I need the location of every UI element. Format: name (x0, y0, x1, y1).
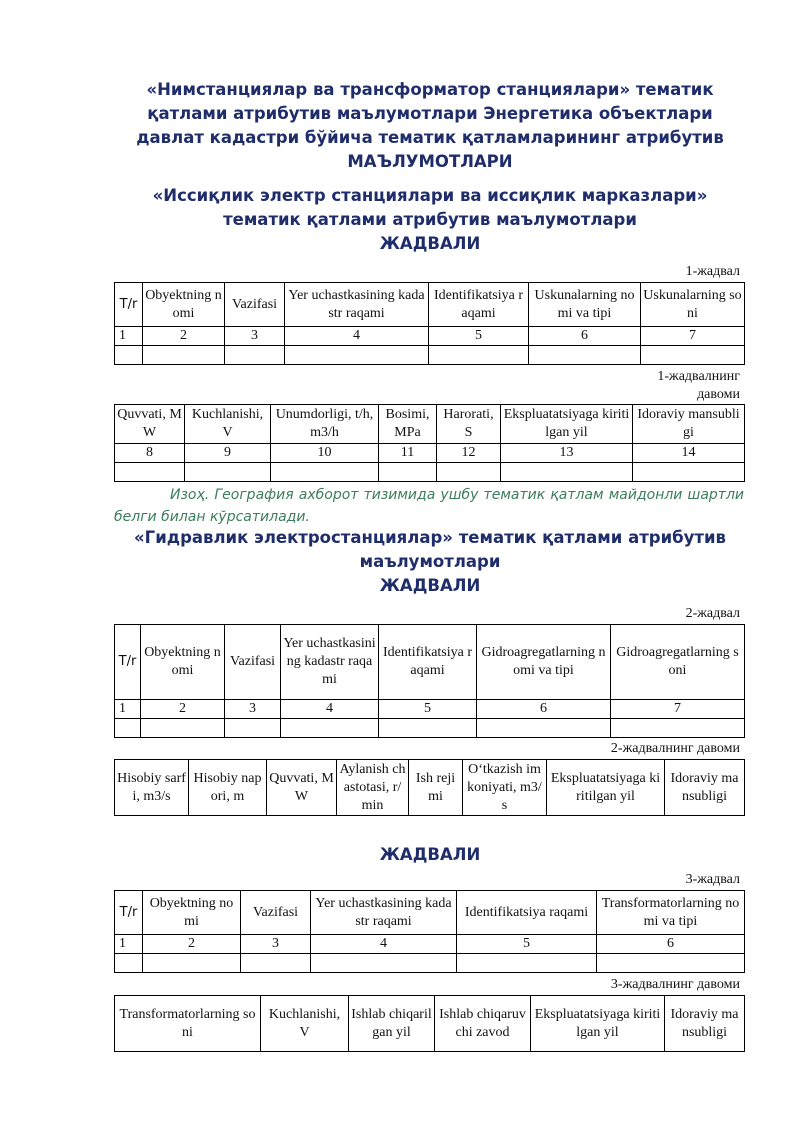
table-header-cell: Harorati, S (437, 405, 501, 444)
table-number-cell: 11 (379, 444, 437, 463)
table-empty-cell (143, 346, 225, 365)
table-header-cell: Obyektning nomi (141, 625, 225, 700)
table1-label: 1-жадвал (685, 264, 740, 279)
table-empty-cell (281, 719, 379, 738)
table-empty-cell (115, 346, 143, 365)
table-empty-cell (115, 463, 185, 482)
table-number-cell: 6 (477, 700, 611, 719)
table-empty-cell (429, 346, 529, 365)
section1-heading-line: «Иссиқлик электр станциялари ва иссиқлик марказлари» (152, 186, 708, 205)
table3-label: 3-жадвал (685, 872, 740, 887)
section2-heading-line: ЖАДВАЛИ (379, 576, 481, 595)
table-header-cell: Kuchlanishi, V (185, 405, 271, 444)
table-empty-cell (437, 463, 501, 482)
table-empty-cell (241, 954, 311, 973)
table-number-cell: 4 (311, 935, 457, 954)
table1-empty-row (115, 346, 745, 365)
table2-header-row (115, 625, 745, 700)
table-header-cell: Vazifasi (225, 625, 281, 700)
table2-cont-label: 2-жадвалнинг давоми (610, 741, 740, 756)
table2-cont-header-row (115, 760, 745, 816)
table-number-cell: 6 (597, 935, 745, 954)
table-header-cell: Identifikatsiya raqami (379, 625, 477, 700)
table-header-cell: Idoraviy mansubligi (665, 996, 745, 1052)
table-number-cell: 10 (271, 444, 379, 463)
table1-number-row (115, 327, 745, 346)
table-number-cell: 5 (429, 327, 529, 346)
table-header-cell: Ekspluatatsiyaga kiritilgan yil (547, 760, 665, 816)
note-text: Изоҳ. География ахборот тизимида ушбу тематик қатлам майдонли шартли белги билан кўрсатилади. (114, 487, 744, 525)
table-empty-cell (143, 954, 241, 973)
table-empty-cell (271, 463, 379, 482)
table-number-cell: 5 (457, 935, 597, 954)
table-empty-cell (379, 463, 437, 482)
table1-cont-label (560, 368, 740, 404)
table3-number-row (115, 935, 745, 954)
table-header-cell: Yer uchastkasining kadastr raqami (285, 283, 429, 327)
table-number-cell: 1 (115, 327, 143, 346)
table-number-cell: 7 (611, 700, 745, 719)
table-header-cell: Ish rejimi (409, 760, 463, 816)
table-empty-cell (477, 719, 611, 738)
table-header-cell: Ishlab chiqarilgan yil (349, 996, 435, 1052)
table3-header-row (115, 891, 745, 935)
table-empty-cell (141, 719, 225, 738)
table3-cont-label: 3-жадвалнинг давоми (610, 977, 740, 992)
main-heading-line: «Нимстанциялар ва трансформатор станциялари» тематик (146, 80, 714, 99)
table-empty-cell (115, 954, 143, 973)
table-header-cell: Vazifasi (225, 283, 285, 327)
table-empty-cell (457, 954, 597, 973)
table-header-cell: Quvvati, MW (267, 760, 337, 816)
table-number-cell: 5 (379, 700, 477, 719)
table3 (114, 890, 745, 973)
table-header-cell: Uskunalarning soni (641, 283, 745, 327)
table-number-cell: 12 (437, 444, 501, 463)
table-empty-cell (529, 346, 641, 365)
table1-continuation (114, 404, 745, 482)
table-number-cell: 4 (285, 327, 429, 346)
table1-cont-label-line: 1-жадвалнинг (657, 369, 740, 384)
table2-number-row (115, 700, 745, 719)
table3-empty-row (115, 954, 745, 973)
table-header-cell: Kuchlanishi, V (261, 996, 349, 1052)
table2 (114, 624, 745, 738)
table-number-cell: 14 (633, 444, 745, 463)
table-empty-cell (501, 463, 633, 482)
table-header-cell: O‘tkazish imkoniyati, m3/s (463, 760, 547, 816)
table-header-cell: Ishlab chiqaruvchi zavod (435, 996, 531, 1052)
table-header-cell: Identifikatsiya raqami (429, 283, 529, 327)
table-header-cell: Quvvati, MW (115, 405, 185, 444)
table-empty-cell (311, 954, 457, 973)
table3-cont-header-row (115, 996, 745, 1052)
section2-heading (100, 526, 760, 598)
main-heading-line: давлат кадастри бўйича тематик қатламларининг атрибутив (136, 128, 724, 147)
table-number-cell: 1 (115, 935, 143, 954)
table-number-cell: 4 (281, 700, 379, 719)
table-empty-cell (379, 719, 477, 738)
table-number-cell: 13 (501, 444, 633, 463)
table-number-cell: 9 (185, 444, 271, 463)
table-header-cell: Hisobiy sarfi, m3/s (115, 760, 189, 816)
main-heading (100, 78, 760, 174)
table-header-cell: Idoraviy mansubligi (633, 405, 745, 444)
table-number-cell: 8 (115, 444, 185, 463)
table1-cont-number-row (115, 444, 745, 463)
table-header-cell: T/r (115, 625, 141, 700)
table1 (114, 282, 745, 365)
table-number-cell: 2 (141, 700, 225, 719)
section1-heading (100, 184, 760, 256)
table2-label: 2-жадвал (685, 606, 740, 621)
table-header-cell: Transformatorlarning nomi va tipi (597, 891, 745, 935)
section1-heading-line: тематик қатлами атрибутив маълумотлари (223, 210, 637, 229)
table-empty-cell (597, 954, 745, 973)
table-number-cell: 3 (225, 700, 281, 719)
section3-heading: ЖАДВАЛИ (379, 845, 481, 864)
table1-cont-label-line: давоми (697, 387, 740, 402)
table-number-cell: 1 (115, 700, 141, 719)
table1-header-row (115, 283, 745, 327)
table-header-cell: Gidroagregatlarning nomi va tipi (477, 625, 611, 700)
table-empty-cell (225, 719, 281, 738)
table2-empty-row (115, 719, 745, 738)
table-number-cell: 6 (529, 327, 641, 346)
section2-heading-line: маълумотлари (359, 552, 501, 571)
table-header-cell: Ekspluatatsiyaga kiritilgan yil (501, 405, 633, 444)
table-header-cell: Uskunalarning nomi va tipi (529, 283, 641, 327)
table-empty-cell (285, 346, 429, 365)
main-heading-line: қатлами атрибутив маълумотлари Энергетика объектлари (147, 104, 713, 123)
main-heading-line: МАЪЛУМОТЛАРИ (347, 152, 513, 171)
table-empty-cell (185, 463, 271, 482)
table-header-cell: Transformatorlarning soni (115, 996, 261, 1052)
section1-heading-line: ЖАДВАЛИ (379, 234, 481, 253)
table-empty-cell (641, 346, 745, 365)
table-number-cell: 3 (225, 327, 285, 346)
table-header-cell: T/r (115, 283, 143, 327)
table-header-cell: Yer uchastkasining kadastr raqami (281, 625, 379, 700)
table-header-cell: Vazifasi (241, 891, 311, 935)
table-header-cell: Gidroagregatlarning soni (611, 625, 745, 700)
table-header-cell: Ekspluatatsiyaga kiritilgan yil (531, 996, 665, 1052)
table-header-cell: Aylanish chastotasi, r/min (337, 760, 409, 816)
table-header-cell: Hisobiy napori, m (189, 760, 267, 816)
table-number-cell: 7 (641, 327, 745, 346)
table-empty-cell (225, 346, 285, 365)
table3-continuation (114, 995, 745, 1052)
table-header-cell: Unumdorligi, t/h, m3/h (271, 405, 379, 444)
table-number-cell: 3 (241, 935, 311, 954)
table-number-cell: 2 (143, 935, 241, 954)
table-header-cell: Idoraviy mansubligi (665, 760, 745, 816)
table-empty-cell (633, 463, 745, 482)
table2-continuation (114, 759, 745, 816)
table1-cont-empty-row (115, 463, 745, 482)
table-header-cell: T/r (115, 891, 143, 935)
table-header-cell: Bosimi, MPa (379, 405, 437, 444)
table-empty-cell (611, 719, 745, 738)
table1-cont-header-row (115, 405, 745, 444)
table-empty-cell (115, 719, 141, 738)
table-header-cell: Identifikatsiya raqami (457, 891, 597, 935)
table-header-cell: Obyektning nomi (143, 891, 241, 935)
section2-heading-line: «Гидравлик электростанциялар» тематик қатлами атрибутив (134, 528, 726, 547)
table-number-cell: 2 (143, 327, 225, 346)
table-header-cell: Obyektning nomi (143, 283, 225, 327)
table-header-cell: Yer uchastkasining kadastr raqami (311, 891, 457, 935)
